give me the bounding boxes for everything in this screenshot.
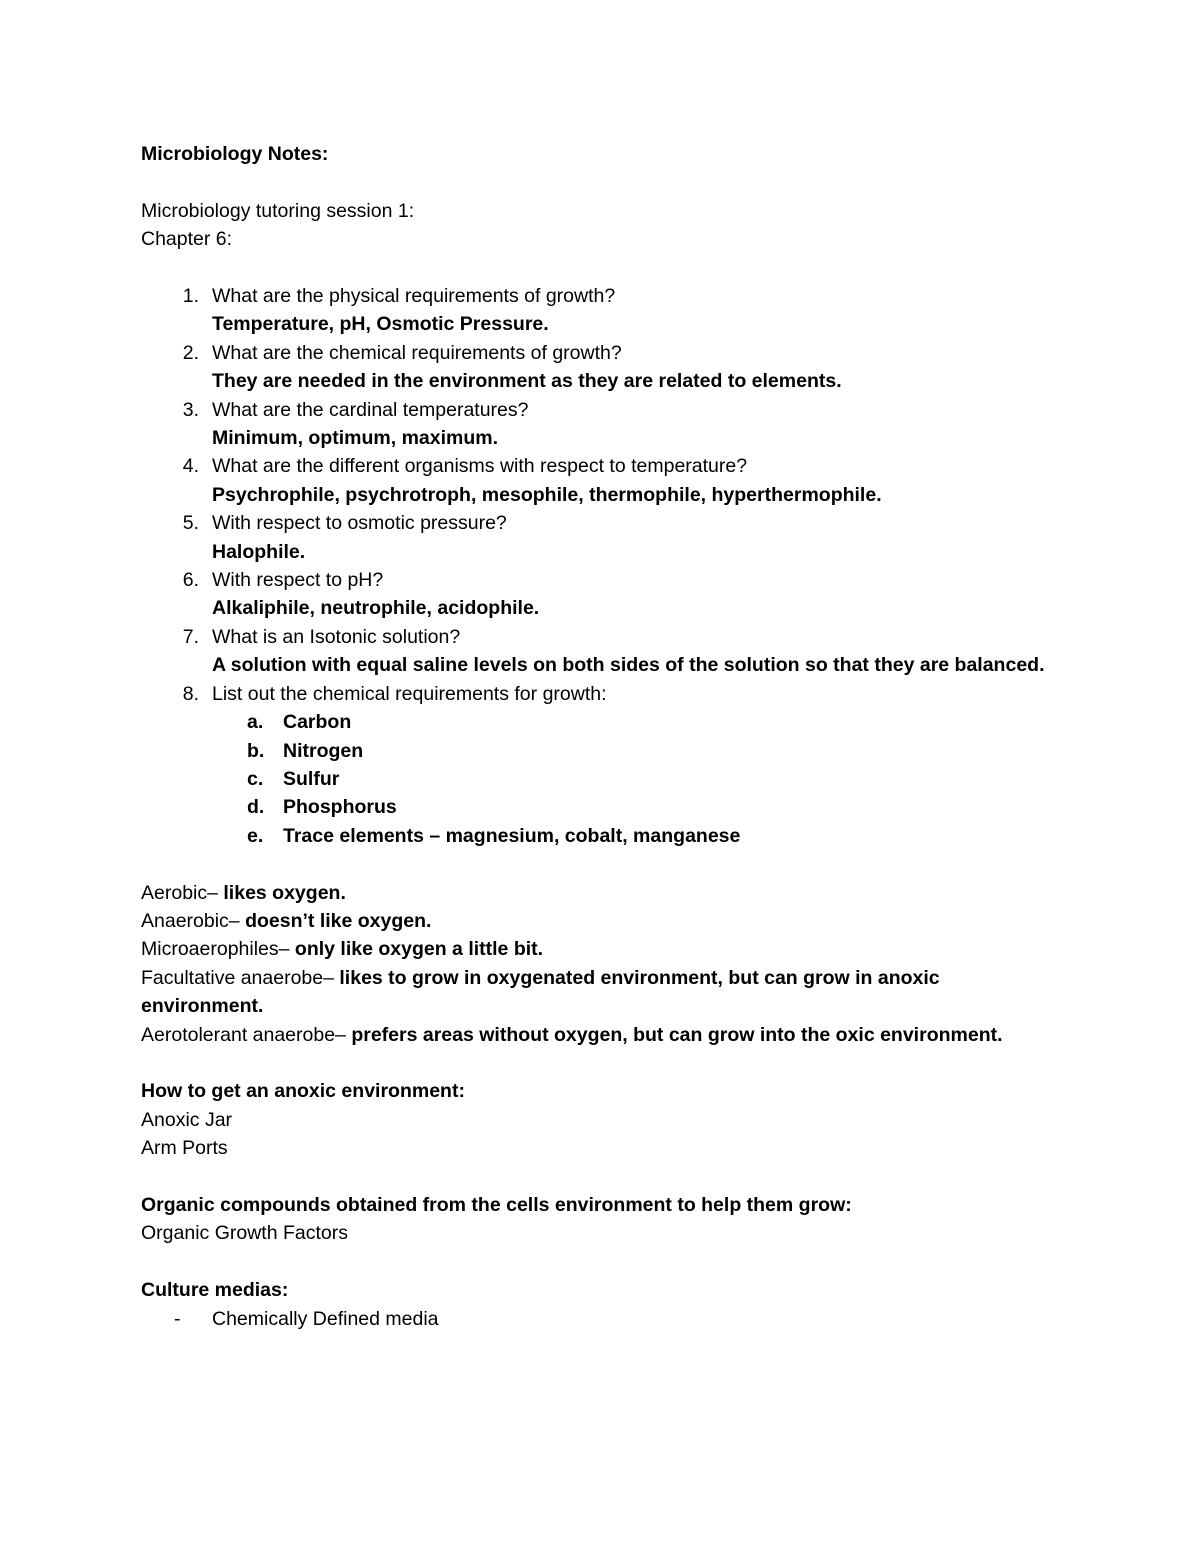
requirement-letter: e. bbox=[247, 824, 264, 847]
question-text: What is an Isotonic solution? bbox=[212, 625, 461, 648]
requirement-text: Sulfur bbox=[283, 767, 340, 790]
term-label: Facultative anaerobe– bbox=[141, 966, 334, 989]
question-number: 7. bbox=[182, 625, 199, 648]
term-definition: doesn’t like oxygen. bbox=[245, 909, 432, 932]
document-title: Microbiology Notes: bbox=[141, 143, 329, 165]
requirement-item bbox=[141, 737, 1061, 765]
question-item bbox=[141, 282, 1061, 339]
term-definition: likes to grow in oxygenated environment, but can grow in anoxic environment. bbox=[141, 966, 940, 1018]
question-number: 1. bbox=[182, 285, 199, 307]
spacer bbox=[141, 254, 1061, 282]
answer-text: A solution with equal saline levels on both sides of the solution so that they are balanced. bbox=[212, 654, 1045, 677]
term-label: Aerotolerant anaerobe– bbox=[141, 1023, 346, 1046]
requirement-item bbox=[141, 765, 1061, 793]
question-text: With respect to pH? bbox=[212, 569, 384, 592]
question-text: What are the cardinal temperatures? bbox=[212, 398, 529, 421]
oxygen-term bbox=[141, 964, 1061, 1021]
question-text: What are the different organisms with respect to temperature? bbox=[212, 455, 748, 478]
term-definition: only like oxygen a little bit. bbox=[294, 938, 544, 961]
question-number: 8. bbox=[182, 682, 199, 705]
question-item bbox=[141, 339, 1061, 396]
question-number: 2. bbox=[182, 341, 199, 364]
question-text: With respect to osmotic pressure? bbox=[212, 512, 507, 535]
anoxic-item: Anoxic Jar bbox=[141, 1108, 233, 1131]
requirement-letter: b. bbox=[247, 739, 265, 762]
term-definition: prefers areas without oxygen, but can grow into the oxic environment. bbox=[351, 1023, 1003, 1046]
anoxic-item: Arm Ports bbox=[141, 1137, 228, 1160]
question-item bbox=[141, 566, 1061, 623]
dash-bullet: - bbox=[174, 1307, 181, 1330]
question-number: 5. bbox=[182, 512, 199, 535]
culture-heading: Culture medias: bbox=[141, 1279, 289, 1302]
spacer bbox=[141, 1248, 1061, 1276]
requirement-text: Nitrogen bbox=[283, 739, 364, 762]
chapter-label: Chapter 6: bbox=[141, 228, 233, 251]
question-number: 6. bbox=[182, 569, 199, 592]
spacer bbox=[141, 1049, 1061, 1077]
answer-text: Psychrophile, psychrotroph, mesophile, thermophile, hyperthermophile. bbox=[212, 483, 882, 506]
oxygen-term bbox=[141, 935, 1061, 963]
document-page bbox=[141, 140, 1061, 1333]
answer-text: Temperature, pH, Osmotic Pressure. bbox=[212, 313, 549, 336]
requirement-item bbox=[141, 793, 1061, 821]
term-definition: likes oxygen. bbox=[223, 881, 346, 904]
term-label: Anaerobic– bbox=[141, 909, 240, 932]
term-label: Microaerophiles– bbox=[141, 938, 290, 961]
answer-text: Minimum, optimum, maximum. bbox=[212, 427, 499, 450]
question-item bbox=[141, 680, 1061, 708]
term-label: Aerobic– bbox=[141, 881, 218, 904]
session-label: Microbiology tutoring session 1: bbox=[141, 199, 415, 222]
requirement-item bbox=[141, 708, 1061, 736]
spacer bbox=[141, 1163, 1061, 1191]
culture-item-text: Chemically Defined media bbox=[212, 1307, 439, 1330]
question-text: What are the chemical requirements of growth? bbox=[212, 341, 622, 364]
question-text: List out the chemical requirements for growth: bbox=[212, 682, 607, 705]
organic-heading: Organic compounds obtained from the cells environment to help them grow: bbox=[141, 1193, 852, 1216]
question-item bbox=[141, 509, 1061, 566]
question-item bbox=[141, 452, 1061, 509]
answer-text: They are needed in the environment as they are related to elements. bbox=[212, 370, 842, 393]
question-item bbox=[141, 623, 1061, 680]
question-list bbox=[141, 282, 1061, 708]
requirement-text: Trace elements – magnesium, cobalt, manganese bbox=[283, 824, 741, 847]
requirement-text: Carbon bbox=[283, 711, 352, 734]
spacer bbox=[141, 168, 1061, 196]
oxygen-term bbox=[141, 907, 1061, 935]
answer-text: Alkaliphile, neutrophile, acidophile. bbox=[212, 597, 540, 620]
question-item bbox=[141, 396, 1061, 453]
oxygen-term bbox=[141, 879, 1061, 907]
requirement-item bbox=[141, 822, 1061, 850]
requirement-letter: c. bbox=[247, 767, 264, 790]
requirement-letter: d. bbox=[247, 796, 265, 819]
requirement-text: Phosphorus bbox=[283, 796, 397, 819]
organic-item: Organic Growth Factors bbox=[141, 1222, 348, 1245]
answer-text: Halophile. bbox=[212, 540, 306, 563]
question-number: 3. bbox=[182, 398, 199, 421]
culture-item bbox=[141, 1305, 1061, 1333]
question-number: 4. bbox=[182, 455, 199, 478]
question-text: What are the physical requirements of growth? bbox=[212, 285, 616, 307]
anoxic-heading: How to get an anoxic environment: bbox=[141, 1080, 465, 1103]
spacer bbox=[141, 850, 1061, 878]
requirement-letter: a. bbox=[247, 711, 264, 734]
requirement-list bbox=[141, 708, 1061, 850]
oxygen-term bbox=[141, 1021, 1061, 1049]
